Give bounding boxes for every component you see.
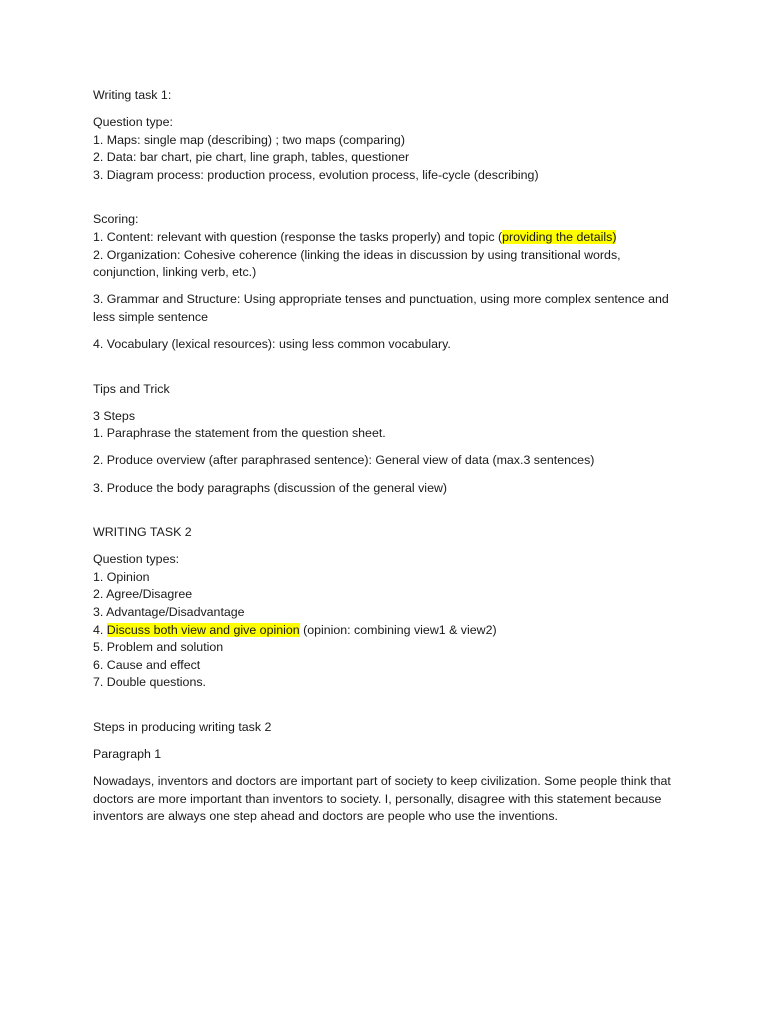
highlighted-text: Discuss both view and give opinion [106, 622, 300, 637]
question-type-item: 7. Double questions. [93, 675, 206, 690]
question-type-item: 6. Cause and effect [93, 657, 201, 672]
question-type-label: Question type: [93, 115, 173, 130]
question-type-item: 5. Problem and solution [93, 640, 224, 655]
question-type-item: 1. Opinion [93, 569, 150, 584]
steps-label: 3 Steps [93, 408, 136, 423]
highlighted-text: providing the details) [502, 230, 617, 245]
task2-heading: WRITING TASK 2 [93, 525, 192, 540]
question-types-label: Question types: [93, 552, 180, 567]
paragraph-label: Paragraph 1 [93, 747, 162, 762]
question-type-item-note: (opinion: combining view1 & view2) [299, 622, 497, 637]
scoring-item-content-text: 1. Content: relevant with question (response the tasks properly) and topic ( [93, 230, 503, 245]
scoring-item-organization: 2. Organization: Cohesive coherence (linking the ideas in discussion by using transitional words, conjunction, linking verb, etc.) [93, 247, 621, 280]
scoring-item-content [93, 229, 683, 247]
document-content [93, 87, 683, 826]
question-type-item: 3. Diagram process: production process, evolution process, life-cycle (describing) [93, 167, 539, 182]
tips-heading: Tips and Trick [93, 381, 170, 396]
question-type-item: 2. Data: bar chart, pie chart, line graph, tables, questioner [93, 150, 410, 165]
question-type-item: 3. Advantage/Disadvantage [93, 604, 245, 619]
question-type-item: 1. Maps: single map (describing) ; two maps (comparing) [93, 132, 405, 147]
steps-heading: Steps in producing writing task 2 [93, 719, 272, 734]
step-item: 1. Paraphrase the statement from the question sheet. [93, 426, 386, 441]
step-item: 2. Produce overview (after paraphrased sentence): General view of data (max.3 sentences) [93, 453, 595, 468]
question-type-item-number: 4. [93, 622, 107, 637]
question-type-item: 2. Agree/Disagree [93, 587, 193, 602]
task1-heading: Writing task 1: [93, 88, 172, 102]
scoring-label: Scoring: [93, 212, 139, 227]
paragraph-text: Nowadays, inventors and doctors are important part of society to keep civilization. Some people think that doctors are more important than inventors to society. I, personally, disagree with this statement because inventors are always one step ahead and doctors are people who use the inventions. [93, 774, 671, 824]
question-type-item [93, 622, 683, 640]
scoring-item-grammar: 3. Grammar and Structure: Using appropriate tenses and punctuation, using more complex sentence and less simple sentence [93, 292, 669, 324]
scoring-item-vocabulary: 4. Vocabulary (lexical resources): using less common vocabulary. [93, 337, 451, 352]
step-item: 3. Produce the body paragraphs (discussion of the general view) [93, 480, 448, 495]
